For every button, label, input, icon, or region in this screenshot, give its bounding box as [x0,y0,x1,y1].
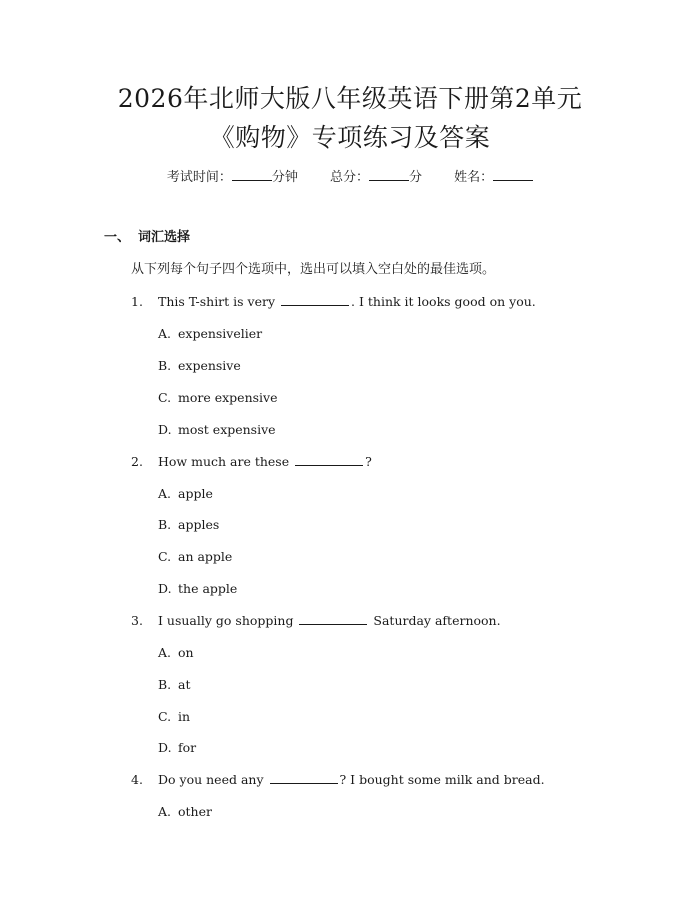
answer-blank [295,452,363,466]
document-title-line-2: 《购物》专项练习及答案 [209,123,491,152]
option-letter: C. [158,390,172,405]
question-3 [131,611,501,631]
option-letter: B. [158,677,172,692]
question-text-before: How much are these [158,454,294,469]
question-number: 1. [131,294,143,309]
option-letter: D. [158,581,172,596]
option-letter: B. [158,358,172,373]
question-text-after: ? I bought some milk and bread. [339,772,545,787]
answer-blank [281,292,349,306]
option-letter: B. [158,517,172,532]
exam-score-blank [369,168,409,181]
option-text: other [178,804,212,819]
option-text: in [178,709,191,724]
option-text: most expensive [178,422,276,437]
option-text: apples [178,517,220,532]
option-item [158,484,213,504]
question-text-after: ? [365,454,372,469]
option-item [158,356,241,376]
exam-time-field [167,168,298,188]
document-title-line-1: 2026年北师大版八年级英语下册第2单元 [117,84,583,113]
option-text: expensivelier [178,326,263,341]
exam-time-unit: 分钟 [271,170,298,185]
option-text: at [178,677,191,692]
section-heading [104,228,190,248]
section-number: 一、 [104,230,131,245]
option-item [158,675,190,695]
question-4 [131,770,545,790]
exam-score-field [330,168,422,188]
answer-blank [270,770,338,784]
option-letter: A. [158,804,172,819]
option-text: expensive [178,358,241,373]
question-1 [131,292,536,312]
question-number: 3. [131,613,143,628]
section-title: 词汇选择 [138,230,191,245]
question-text-after: . I think it looks good on you. [351,294,536,309]
question-number: 2. [131,454,143,469]
option-item [158,802,212,822]
option-text: more expensive [178,390,278,405]
exam-score-label: 总分： [329,170,369,185]
option-letter: D. [158,422,172,437]
exam-time-label: 考试时间： [166,170,232,185]
option-text: an apple [178,549,233,564]
option-item [158,324,262,344]
option-letter: A. [158,486,172,501]
answer-blank [299,611,367,625]
question-text-before: I usually go shopping [158,613,298,628]
exam-name-blank [493,168,533,181]
exam-time-blank [232,168,272,181]
option-letter: C. [158,709,172,724]
option-item [158,515,219,535]
option-letter: A. [158,645,172,660]
exam-name-field [454,168,533,188]
question-text-before: This T-shirt is very [158,294,280,309]
section-instructions: 从下列每个句子四个选项中，选出可以填入空白处的最佳选项。 [131,262,496,277]
question-text-after: Saturday afternoon. [369,613,501,628]
exam-score-unit: 分 [409,170,423,185]
option-letter: C. [158,549,172,564]
option-item [158,643,194,663]
option-text: apple [178,486,213,501]
question-text-before: Do you need any [158,772,268,787]
exam-info-row [0,168,700,188]
option-item [158,707,190,727]
option-item [158,579,237,599]
option-item [158,738,196,758]
option-text: on [178,645,194,660]
option-letter: A. [158,326,172,341]
option-item [158,420,276,440]
option-text: the apple [178,581,238,596]
option-letter: D. [158,740,172,755]
question-number: 4. [131,772,143,787]
exam-name-label: 姓名： [454,170,494,185]
option-item [158,547,232,567]
option-item [158,388,278,408]
option-text: for [178,740,197,755]
question-2 [131,452,372,472]
